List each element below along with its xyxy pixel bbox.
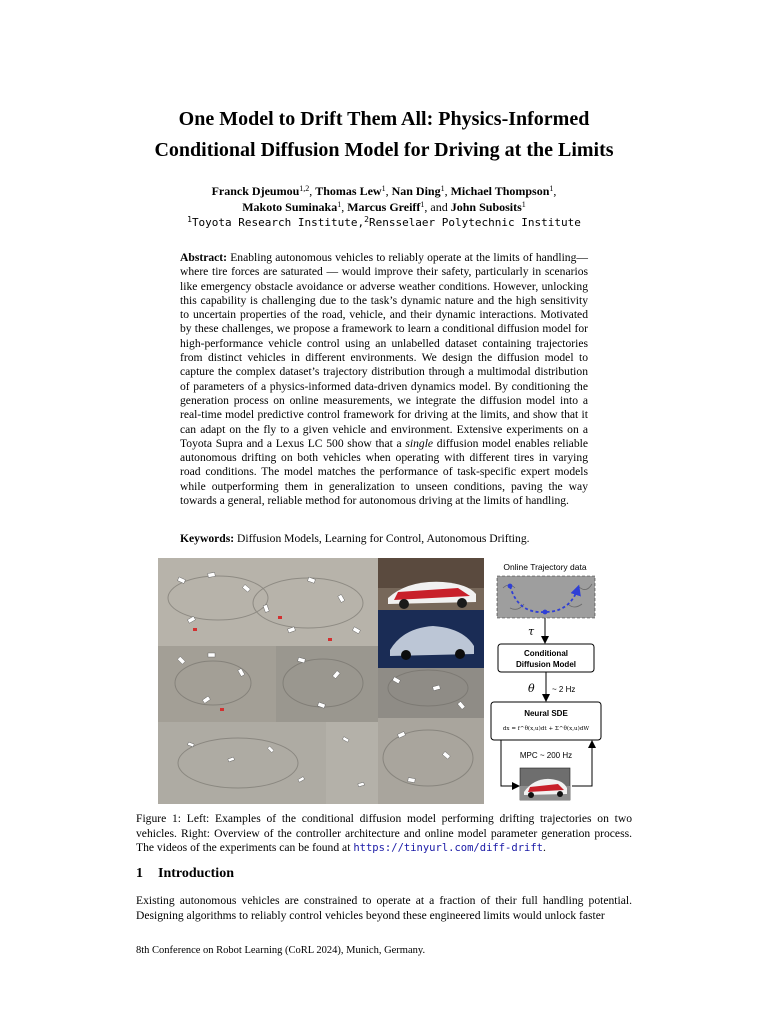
affiliation-2: Rensselaer Polytechnic Institute <box>368 216 581 229</box>
keywords-label: Keywords: <box>180 532 235 545</box>
author-line-1: Franck Djeumou$^{1,2}$, Thomas Lew$^1$, Nan Ding$^1$, Michael Thompson$^1$, <box>211 184 557 198</box>
author-affil: 1 <box>381 184 386 193</box>
affil-sup: 1 <box>187 215 192 224</box>
video-link[interactable]: https://tinyurl.com/diff-drift <box>353 842 543 854</box>
controller-diagram <box>491 562 601 800</box>
online-data-label: Online Trajectory data <box>503 562 587 572</box>
affiliation-1: Toyota Research Institute, <box>191 216 365 229</box>
title-line-2: Conditional Diffusion Model for Driving at the Limits <box>154 139 614 161</box>
drift-photo-collage <box>158 558 484 804</box>
author-name: Thomas Lew <box>315 184 382 198</box>
author-affil: 1 <box>521 200 526 209</box>
diffusion-box-line2: Diffusion Model <box>516 660 576 669</box>
drift-photo-middle-left <box>158 646 276 722</box>
author-name: Marcus Greiff <box>347 200 421 214</box>
affiliations <box>0 215 768 231</box>
neural-sde-title: Neural SDE <box>524 709 568 718</box>
diffusion-box-line1: Conditional <box>524 649 568 658</box>
author-affil: 1 <box>549 184 554 193</box>
author-name: Nan Ding <box>391 184 441 198</box>
intro-paragraph: Existing autonomous vehicles are constrained to operate at a fraction of their full handling potential. Designing algorithms to reliably control vehicles beyond these engineered limits would unlock faster <box>136 894 632 922</box>
author-affil: 1 <box>440 184 445 193</box>
figure-caption <box>136 812 632 856</box>
neural-sde-equation: dx = f^θ(x,u)dt + Σ^θ(x,u)dW <box>502 726 590 732</box>
affil-sup: 2 <box>364 215 369 224</box>
keywords-text: Diffusion Models, Learning for Control, Autonomous Drifting. <box>237 532 530 545</box>
drift-photo-right-middle <box>378 668 484 718</box>
caption-text: Figure 1: Left: Examples of the conditional diffusion model performing drifting trajectories on two vehicles. Right: Overview of the controller architecture and online model parameter generation process. The videos of the experiments can be found at <box>136 812 632 854</box>
author-affil: 1 <box>420 200 425 209</box>
author-affil: 1,2 <box>299 184 310 193</box>
caption-end: . <box>542 841 546 854</box>
drift-photo-right-bottom <box>378 718 484 804</box>
drift-photo-top <box>158 558 378 646</box>
paper-title <box>0 104 768 166</box>
drift-photo-bottom-left <box>158 722 326 804</box>
author-name: Michael Thompson <box>450 184 550 198</box>
author-block <box>0 183 768 231</box>
section-number: 1 <box>136 866 143 881</box>
abstract-text-1: Enabling autonomous vehicles to reliably operate at the limits of handling— where tire forces are saturated — would improve their safety, particularly in scenarios like emergency obstacle avoidance or adverse weather conditions. However, unlocking this capability is challenging due to the task’s dynamic nature and the high sensitivity to uncertain properties of the road, vehicle, and their dynamic interactions. Motivated by these challenges, we propose a framework to learn a conditional diffusion model for high-performance vehicle control using an unlabelled dataset containing trajectories from distinct vehicles in different environments. We design the diffusion model to capture the complex dataset’s trajectory distribution through a multimodal distribution of parameters of a physics-informed data-driven dynamics model. By conditioning the generation process on online measurements, we integrate the diffusion model into a real-time model predictive control framework for driving at the limits, and show that it can adapt on the fly to a given vehicle and environment. Extensive experiments on a Toyota Supra and a Lexus LC 500 show that a <box>180 251 588 450</box>
abstract <box>180 251 588 508</box>
section-title: Introduction <box>158 866 234 881</box>
mpc-rate-label: MPC ~ 200 Hz <box>519 751 573 760</box>
conference-footer: 8th Conference on Robot Learning (CoRL 2024), Munich, Germany. <box>136 945 426 956</box>
title-line-1: One Model to Drift Them All: Physics-Informed <box>178 108 590 130</box>
section-heading <box>136 866 234 882</box>
author-name: Makoto Suminaka <box>242 200 338 214</box>
author-affil: 1 <box>337 200 342 209</box>
keywords <box>180 532 588 546</box>
theta-label: θ <box>528 682 535 695</box>
tau-label: τ <box>528 625 535 638</box>
author-line-2: Makoto Suminaka$^1$, Marcus Greiff$^1$, and John Subosits$^1$ <box>242 200 526 214</box>
abstract-italic: single <box>405 436 434 450</box>
abstract-label: Abstract: <box>180 251 228 264</box>
author-name: Franck Djeumou <box>211 184 300 198</box>
author-name: John Subosits <box>450 200 522 214</box>
figure-1 <box>158 558 608 804</box>
neural-sde-box <box>491 702 601 740</box>
abstract-text-2: diffusion model enables reliable autonomous drifting on both vehicles when operating with different tires in varying road conditions. The model matches the performance of task-specific expert models while outperforming them in generalization to unseen conditions, paving the way towards a general, reliable method for autonomous driving at the limits of handling. <box>180 436 588 508</box>
rate-2hz: ~ 2 Hz <box>552 685 576 694</box>
drift-photo-bottom-right <box>326 722 378 804</box>
